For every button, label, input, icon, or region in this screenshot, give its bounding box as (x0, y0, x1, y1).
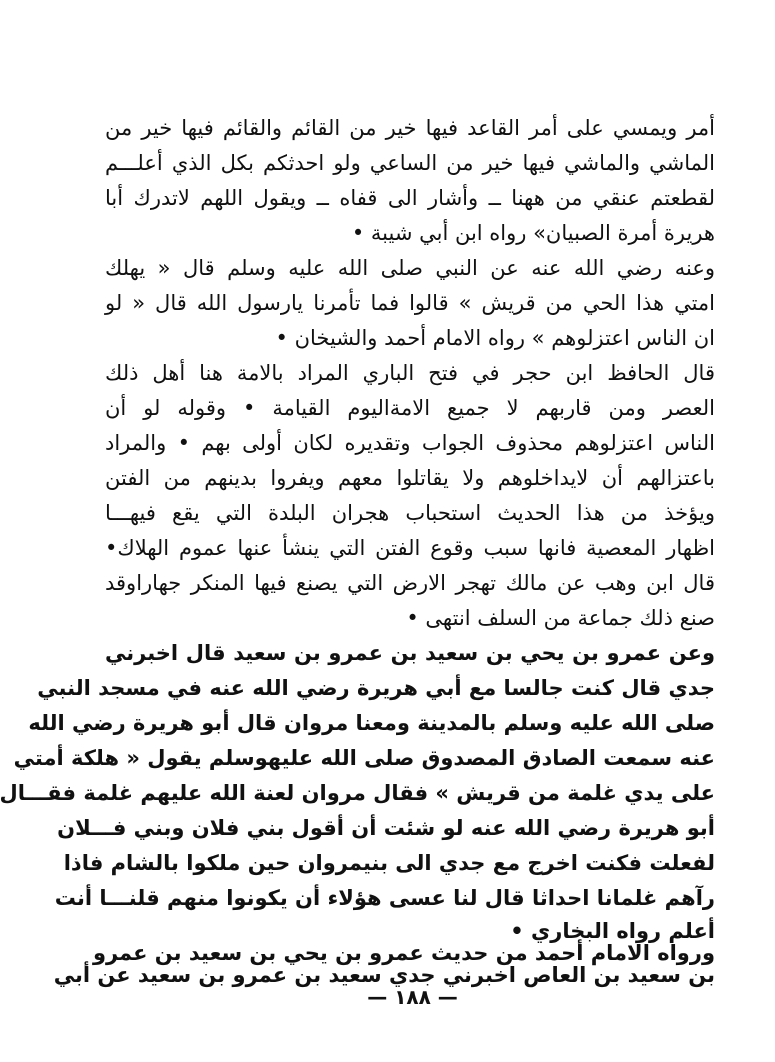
text-line-9: العصر ومن قاربهم لا جميع الامةاليوم القيامة • وقوله لو أن (105, 396, 715, 420)
text-line-26: بن سعيد بن العاص اخبرني جدي سعيد بن عمرو بن سعيد عن أبي (53, 963, 715, 987)
text-line-19: عنه سمعت الصادق المصدوق صلى الله عليهوسلم يقول « هلكة أمتي (13, 746, 715, 770)
text-line-12: ويؤخذ من هذا الحديث استحباب هجران البلدة التي يقع فيهـــا (105, 501, 715, 525)
text-line-18: صلى الله عليه وسلم بالمدينة ومعنا مروان قال أبو هريرة رضي الله (28, 711, 715, 735)
text-line-4: هريرة أمرة الصبيان» رواه ابن أبي شيبة • (351, 221, 715, 245)
text-line-11: باعتزالهم أن لايداخلوهم ولا يقاتلوا معهم ويفروا بدينهم من الفتن (105, 466, 715, 490)
text-line-3: لقطعتم عنقي من ههنا ــ وأشار الى قفاه ــ ويقول اللهم لاتدرك أبا (105, 186, 715, 210)
text-line-7: ان الناس اعتزلوهم » رواه الامام أحمد والشيخان • (275, 326, 715, 350)
text-line-23: رآهم غلمانا احداثا قال لنا عسى هؤلاء أن يكونوا منهم قلنـــا أنت (54, 886, 715, 910)
text-line-15: صنع ذلك جماعة من السلف انتهى • (406, 606, 715, 630)
text-line-6: امتي هذا الحي من قريش » قالوا فما تأمرنا يارسول الله قال « لو (105, 291, 715, 315)
text-line-13: اظهار المعصية فانها سبب وقوع الفتن التي ينشأ عنها عموم الهلاك• (105, 536, 715, 560)
text-line-16: وعن عمرو بن يحي بن سعيد بن عمرو بن سعيد قال اخبرني (105, 641, 715, 665)
text-line-25: ورواه الامام أحمد من حديث عمرو بن يحي بن سعيد بن عمرو (92, 941, 715, 965)
text-line-21: أبو هريرة رضي الله عنه لو شئت أن أقول بني فلان وبني فـــلان (57, 816, 715, 840)
text-line-1: أمر ويمسي على أمر القاعد فيها خير من القائم والقائم فيها خير من (105, 116, 715, 140)
text-line-17: جدي قال كنت جالسا مع أبي هريرة رضي الله عنه في مسجد النبي (37, 676, 715, 700)
text-line-22: لفعلت فكنت اخرج مع جدي الى بنيمروان حين ملكوا بالشام فاذا (63, 851, 715, 875)
text-line-2: الماشي والماشي فيها خير من الساعي ولو احدثكم بكل الذي أعلـــم (105, 151, 715, 175)
page-number: — ١٨٨ — (367, 985, 458, 1009)
text-line-5: وعنه رضي الله عنه عن النبي صلى الله عليه وسلم قال « يهلك (105, 256, 715, 280)
text-line-14: قال ابن وهب عن مالك تهجر الارض التي يصنع فيها المنكر جهاراوقد (105, 571, 715, 595)
text-line-8: قال الحافظ ابن حجر في فتح الباري المراد بالامة هنا أهل ذلك (105, 361, 715, 385)
text-line-20: على يدي غلمة من قريش » فقال مروان لعنة الله عليهم غلمة فقـــال (0, 781, 715, 805)
text-line-24: أعلم رواه البخاري • (510, 919, 715, 943)
text-line-10: الناس اعتزلوهم محذوف الجواب وتقديره لكان أولى بهم • والمراد (105, 431, 715, 455)
